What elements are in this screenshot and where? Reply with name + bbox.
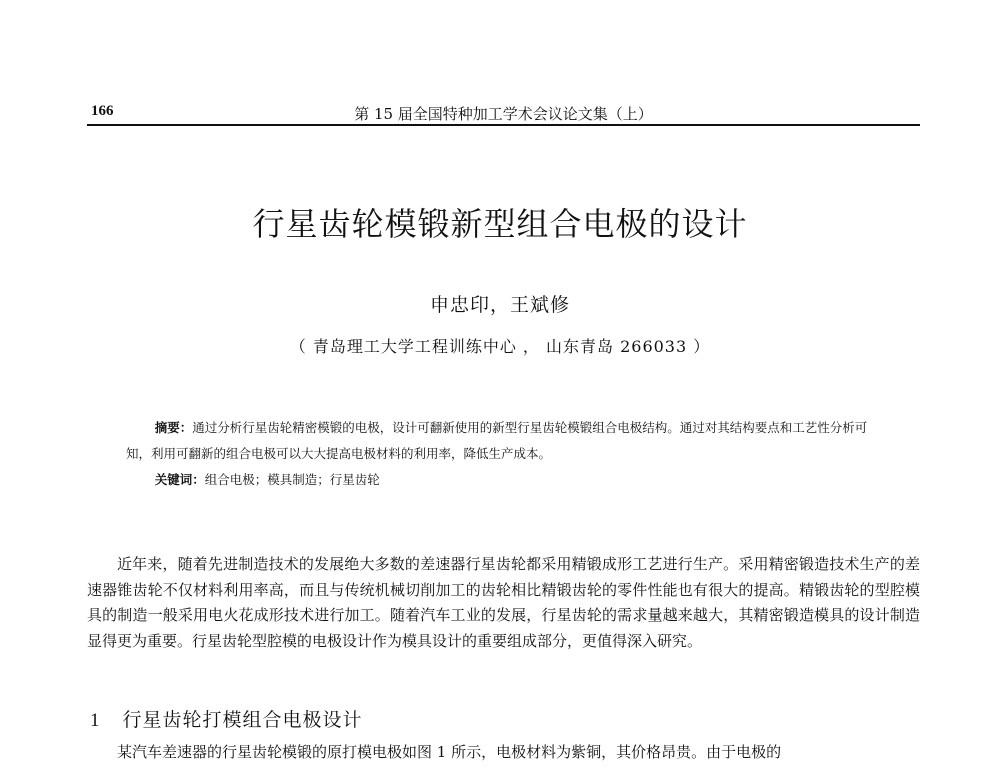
section-1-heading — [90, 705, 363, 732]
abstract-text: 通过分析行星齿轮精密模锻的电极，设计可翻新使用的新型行星齿轮模锻组合电极结构。通过对其结构要点和工艺性分析可知，利用可翻新的组合电极可以大大提高电极材料的利用率，降低生产成本。 — [126, 420, 868, 461]
intro-paragraph: 近年来，随着先进制造技术的发展绝大多数的差速器行星齿轮都采用精锻成形工艺进行生产。采用精密锻造技术生产的差速器锥齿轮不仅材料利用率高，而且与传统机械切削加工的齿轮相比精锻齿轮的零件性能也有很大的提高。精锻齿轮的型腔模具的制造一般采用电火花成形技术进行加工。随着汽车工业的发展，行星齿轮的需求量越来越大，其精密锻造模具的设计制造显得更为重要。行星齿轮型腔模的电极设计作为模具设计的重要组成部分，更值得深入研究。 — [87, 555, 920, 650]
abstract-paragraph — [126, 415, 886, 467]
section-1-number: 1 — [90, 710, 101, 731]
running-header — [87, 100, 920, 126]
abstract-block — [126, 415, 886, 493]
paper-authors: 申忠印，王斌修 — [429, 294, 570, 316]
running-title: 第 15 届全国特种加工学术会议论文集（上） — [354, 105, 653, 123]
page-number: 166 — [91, 103, 114, 119]
intro-section — [87, 552, 920, 654]
abstract-label: 摘要： — [154, 420, 193, 435]
paper-affiliation: （ 青岛理工大学工程训练中心 ， 山东青岛 266033 ） — [289, 337, 711, 356]
keywords-text: 组合电极；模具制造；行星齿轮 — [204, 472, 380, 487]
paper-title: 行星齿轮模锻新型组合电极的设计 — [252, 205, 748, 243]
section-1-title: 行星齿轮打模组合电极设计 — [122, 709, 363, 731]
keywords-line — [126, 467, 886, 493]
keywords-label: 关键词： — [154, 472, 205, 487]
section-1-body — [87, 740, 920, 766]
section-1-paragraph: 某汽车差速器的行星齿轮模锻的原打模电极如图 1 所示，电极材料为紫铜，其价格昂贵。由于电极的 — [117, 743, 782, 761]
